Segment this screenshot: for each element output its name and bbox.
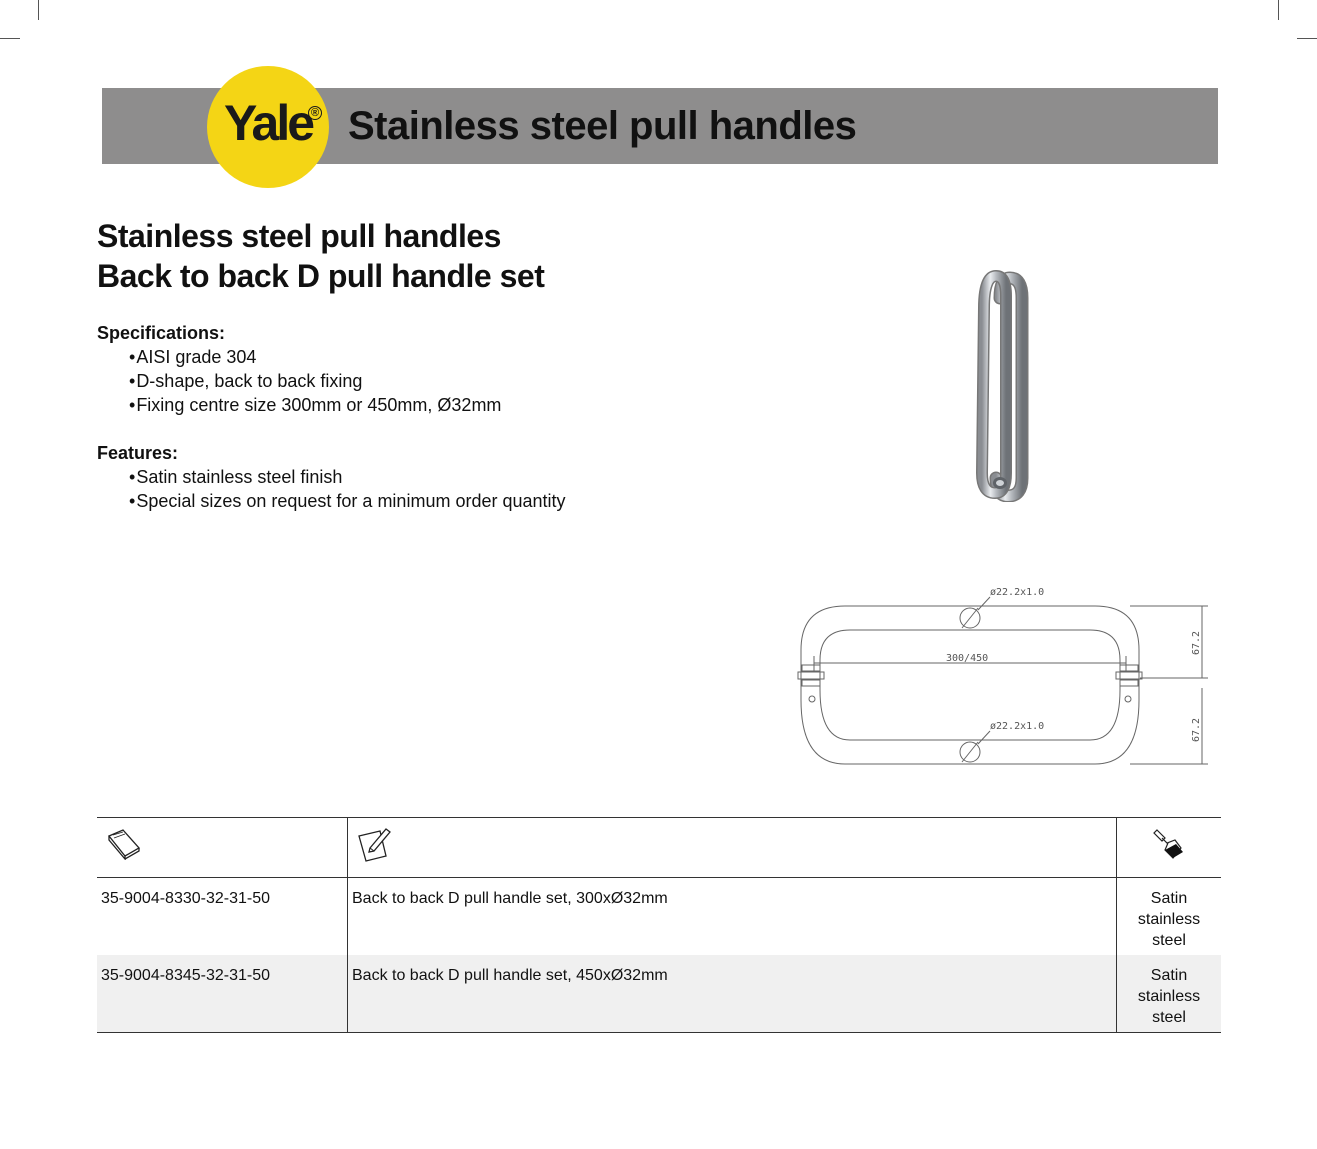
dim-label: 67.2 xyxy=(1191,717,1202,742)
finish-line: steel xyxy=(1152,1009,1186,1026)
finish-line: stainless xyxy=(1137,988,1201,1005)
crop-mark xyxy=(0,38,20,39)
column-header-description xyxy=(348,818,1117,878)
dim-label: 67.2 xyxy=(1191,630,1202,655)
product-subheading: Back to back D pull handle set xyxy=(97,258,545,294)
specifications-title: Specifications: xyxy=(97,323,226,343)
registered-mark: ® xyxy=(308,106,322,120)
product-table xyxy=(97,817,1221,1033)
article-code: 35-9004-8330-32-31-50 xyxy=(97,878,348,956)
list-item: • Special sizes on request for a minimum order quantity xyxy=(129,489,566,513)
finish-line: Satin xyxy=(1150,890,1188,907)
logo-text: Yale xyxy=(223,95,313,151)
product-description: Back to back D pull handle set, 300xØ32mm xyxy=(348,878,1117,956)
list-item: • AISI grade 304 xyxy=(129,345,501,369)
crop-mark xyxy=(1278,0,1279,20)
finish-brush-icon xyxy=(1151,826,1187,864)
column-header-code xyxy=(97,818,348,878)
technical-drawing xyxy=(790,580,1220,770)
article-number-icon xyxy=(105,826,141,860)
table-row xyxy=(97,955,1221,1033)
crop-mark xyxy=(1297,38,1317,39)
table-row xyxy=(97,878,1221,956)
list-item: • Fixing centre size 300mm or 450mm, Ø32mm xyxy=(129,393,501,417)
column-header-finish xyxy=(1117,818,1222,878)
finish-cell xyxy=(1117,955,1222,1033)
banner-title: Stainless steel pull handles xyxy=(348,104,857,148)
specifications-list xyxy=(129,345,501,417)
finish-cell xyxy=(1117,878,1222,956)
finish-line: stainless xyxy=(1137,911,1201,928)
dim-label: 300/450 xyxy=(946,653,989,664)
description-icon xyxy=(356,826,392,864)
dim-label: ø22.2x1.0 xyxy=(990,721,1045,732)
crop-mark xyxy=(38,0,39,20)
list-item: • Satin stainless steel finish xyxy=(129,465,566,489)
dim-label: ø22.2x1.0 xyxy=(990,587,1045,598)
features-list xyxy=(129,465,566,513)
finish-line: steel xyxy=(1152,932,1186,949)
product-heading: Stainless steel pull handles xyxy=(97,218,501,254)
table-header xyxy=(97,818,1221,878)
article-code: 35-9004-8345-32-31-50 xyxy=(97,955,348,1033)
yale-logo xyxy=(207,66,329,188)
finish-line: Satin xyxy=(1150,967,1188,984)
handle-photo xyxy=(960,268,1030,502)
product-description: Back to back D pull handle set, 450xØ32mm xyxy=(348,955,1117,1033)
list-item: • D-shape, back to back fixing xyxy=(129,369,501,393)
features-title: Features: xyxy=(97,443,179,463)
